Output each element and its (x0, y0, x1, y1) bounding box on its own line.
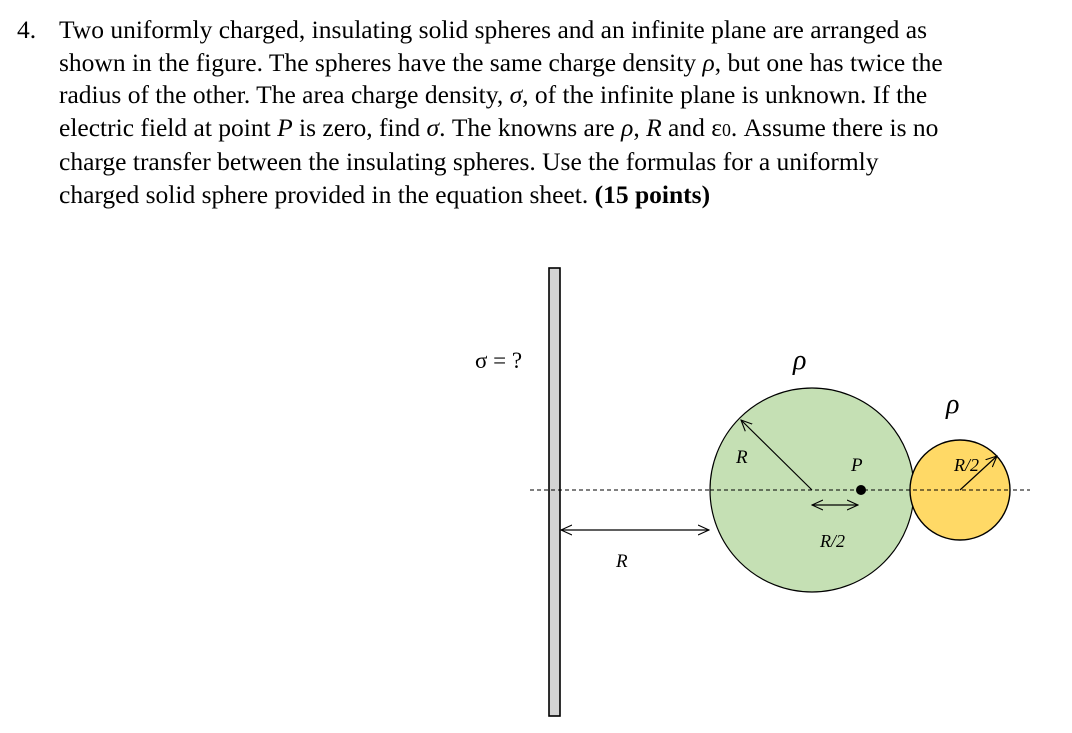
problem-text-segment: R (646, 112, 662, 142)
problem-text-segment: (15 points) (594, 179, 711, 209)
point-p-dot (856, 485, 866, 495)
problem-text-segment: 0 (721, 119, 731, 140)
rho-small-label: ρ (946, 389, 960, 420)
problem-text-segment: , but one has twice the (714, 47, 943, 77)
problem-text-segment: electric field at point (59, 112, 278, 142)
point-p-label: P (851, 455, 863, 476)
infinite-plane (549, 268, 560, 716)
problem-text-segment: is zero, find (292, 112, 427, 142)
problem-text-segment: P (277, 112, 293, 142)
problem-text-segment: σ (426, 112, 440, 142)
problem-text-segment: ρ (621, 112, 634, 142)
sigma-label: σ = ? (475, 348, 523, 373)
problem-text-segment: ρ (702, 47, 715, 77)
problem-text-segment: σ (509, 80, 523, 109)
problem-text-segment: charged solid sphere provided in the equation sheet. (59, 179, 595, 209)
offset-label: R/2 (820, 531, 845, 551)
problem-text-segment: . The knowns are (439, 112, 622, 142)
problem-text-segment: , (633, 112, 647, 142)
problem-text-segment: radius of the other. The area charge density, (59, 80, 510, 109)
problem-text-segment: Two uniformly charged, insulating solid spheres and an infinite plane are arranged as (59, 15, 928, 44)
rho-large-label: ρ (793, 345, 807, 376)
problem-text-segment: . Assume there is no (730, 112, 939, 142)
small-radius-label: R/2 (954, 455, 979, 475)
problem-number: 4. (17, 15, 37, 44)
distance-label: R (616, 551, 628, 572)
problem-text-segment: and ε (661, 112, 722, 142)
problem-text-segment: charge transfer between the insulating spheres. Use the formulas for a uniformly (59, 147, 879, 176)
large-radius-label: R (736, 447, 748, 468)
problem-text-segment: , of the infinite plane is unknown. If the (522, 80, 928, 109)
problem-text-segment: shown in the figure. The spheres have the same charge density (59, 47, 703, 77)
